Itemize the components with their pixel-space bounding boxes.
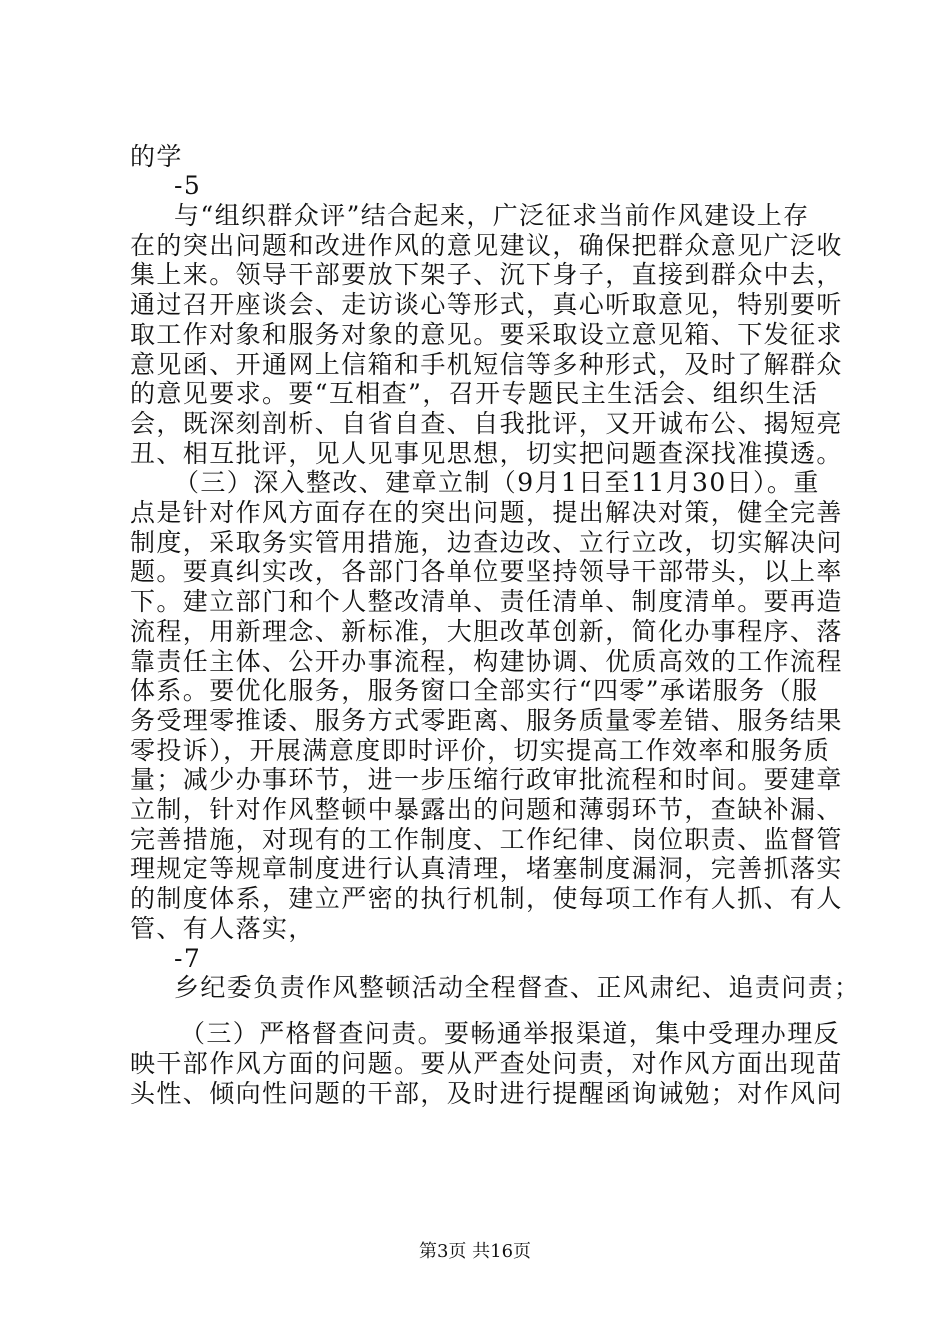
- text-line: 体系。要优化服务，服务窗口全部实行“四零”承诺服务（服: [130, 676, 819, 705]
- text-line: 丑、相互批评，见人见事见思想，切实把问题查深找准摸透。: [130, 439, 843, 468]
- text-line: 题。要真纠实改，各部门各单位要坚持领导干部带头，以上率: [130, 557, 843, 586]
- text-line: 头性、倾向性问题的干部，及时进行提醒函询诫勉；对作风问: [130, 1079, 843, 1108]
- text-line: 量；减少办事环节，进一步压缩行政审批流程和时间。要建章: [130, 765, 843, 794]
- text-line: 通过召开座谈会、走访谈心等形式，真心听取意见，特别要听: [130, 290, 843, 319]
- text-line: 在的突出问题和改进作风的意见建议，确保把群众意见广泛收: [130, 231, 843, 260]
- text-line: 点是针对作风方面存在的突出问题，提出解决对策，健全完善: [130, 498, 843, 527]
- text-line: 取工作对象和服务对象的意见。要采取设立意见箱、下发征求: [130, 320, 843, 349]
- text-line: 完善措施，对现有的工作制度、工作纪律、岗位职责、监督管: [130, 825, 843, 854]
- text-line: 集上来。领导干部要放下架子、沉下身子，直接到群众中去，: [130, 260, 843, 289]
- text-line: -7: [174, 944, 202, 973]
- text-line: 与“组织群众评”结合起来，广泛征求当前作风建设上存: [174, 201, 810, 230]
- text-line: 流程，用新理念、新标准，大胆改革创新，简化办事程序、落: [130, 617, 843, 646]
- text-line: 制度，采取务实管用措施，边查边改、立行立改，切实解决问: [130, 528, 843, 557]
- text-line: （三）深入整改、建章立制（9月1日至11月30日）。重: [174, 468, 820, 497]
- text-line: 会，既深刻剖析、自省自查、自我批评，又开诚布公、揭短亮: [130, 409, 843, 438]
- page-footer: 第3页 共16页: [418, 1241, 532, 1262]
- text-line: （三）严格督查问责。要畅通举报渠道，集中受理办理反: [180, 1019, 841, 1048]
- text-line: 理规定等规章制度进行认真清理，堵塞制度漏洞，完善抓落实: [130, 854, 843, 883]
- text-line: -5: [174, 171, 202, 200]
- text-line: 乡纪委负责作风整顿活动全程督查、正风肃纪、追责问责；: [174, 973, 861, 1002]
- text-line: 映干部作风方面的问题。要从严查处问责，对作风方面出现苗: [130, 1049, 843, 1078]
- text-line: 的制度体系，建立严密的执行机制，使每项工作有人抓、有人: [130, 884, 843, 913]
- text-line: 意见函、开通网上信箱和手机短信等多种形式，及时了解群众: [130, 350, 843, 379]
- text-line: 管、有人落实，: [130, 914, 315, 943]
- text-line: 的意见要求。要“互相查”，召开专题民主生活会、组织生活: [130, 379, 819, 408]
- text-line: 下。建立部门和个人整改清单、责任清单、制度清单。要再造: [130, 587, 843, 616]
- text-line: 立制，针对作风整顿中暴露出的问题和薄弱环节，查缺补漏、: [130, 795, 843, 824]
- text-line: 零投诉），开展满意度即时评价，切实提高工作效率和服务质: [130, 736, 831, 765]
- text-line: 靠责任主体、公开办事流程，构建协调、优质高效的工作流程: [130, 647, 843, 676]
- text-line: 的学: [130, 142, 183, 171]
- text-line: 务受理零推诿、服务方式零距离、服务质量零差错、服务结果: [130, 706, 843, 735]
